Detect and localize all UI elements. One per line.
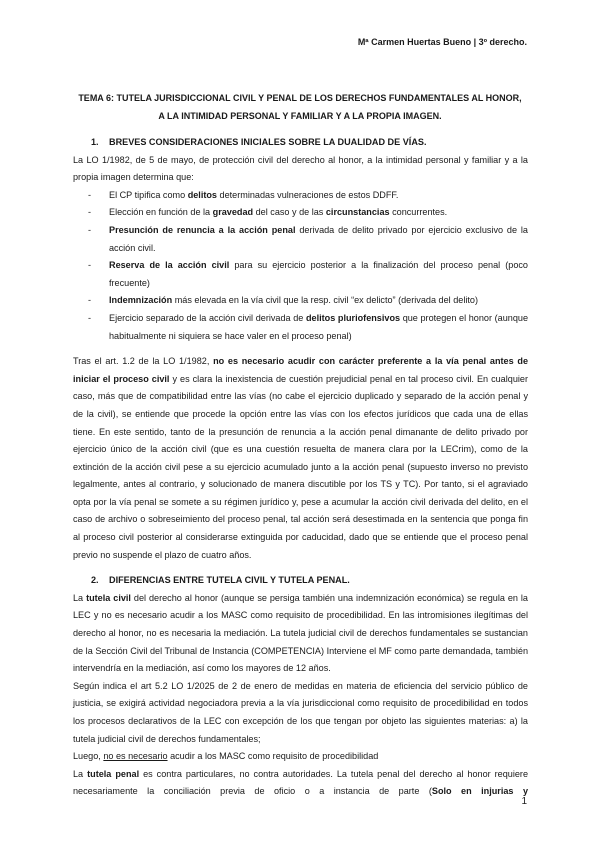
section-heading-text: BREVES CONSIDERACIONES INICIALES SOBRE LA DUALIDAD DE VÍAS.	[109, 137, 427, 147]
title-line-1: TEMA 6: TUTELA JURISDICCIONAL CIVIL Y PENAL DE LOS DERECHOS FUNDAMENTALES AL HONOR,	[78, 93, 522, 103]
text-run: que protegen el honor (aunque habitualmente ni siquiera se hace valer en el proceso penal)	[109, 312, 528, 341]
text-run: Ejercicio separado de la acción civil derivada de	[109, 312, 306, 323]
text-run: del derecho al honor (aunque se persiga también una indemnización económica) se regula en la LEC y no es necesario acudir a los MASC como requisito de procedibilidad. En las intromisiones ilegítimas del derecho al honor, no es necesaria la mediación. La tutela judicial civil de derechos fundamentales se sustancian de la Sección Civil del Tribunal de Instancia (COMPETENCIA) Interviene el MF como parte demandada, también intervendría en la mediación, así como los mayores de 12 años.	[73, 592, 528, 674]
text-run: derivada de delito privado por ejercicio exclusivo de la acción civil.	[109, 224, 528, 253]
text-run: Según indica el art 5.2 LO 1/2025 de 2 de enero de medidas en materia de eficiencia del servicio público de justicia, se exigirá actividad negociadora previa a la vía jurisdiccional como requisito de procedibilidad en todos los procesos declarativos de la LEC con excepción de los que tengan por objeto las siguientes materias: a) la tutela judicial civil de derechos fundamentales;	[73, 680, 528, 744]
text-run: La	[73, 768, 88, 779]
text-run: y es clara la inexistencia de cuestión prejudicial penal en tal proceso civil. En cualquier caso, más que de compatibilidad entre las vías (no cabe el ejercicio duplicado y separado de la acción penal y de la civil), se entiende que procede la opción entre las vías con los efectos jurídicos que cada una de ellas tiene. En este sentido, tanto de la presunción de renuncia a la acción penal dimanante de delito privado por ejercicio único de la acción civil (que es una cuestión resuelta de manera clara por la LECrim), como de la extinción de la acción civil pese a su ejercicio acumulado junto a la acción penal (supuesto inverso no previsto legalmente, antes al contrario, y solucionado de manera discutible por los TS y TC). Por tanto, si el agraviado opta por la vía penal se somete a su régimen jurídico y, pese a acumular la acción civil derivada del delito, en el caso de archivo o sobreseimiento del proceso penal, tal acción será desestimada en la sentencia que ponga fin al proceso civil posterior al considerarse extinguida por caducidad, dado que se entiende que el proceso penal previo no suspende el plazo de cuatro años.	[73, 373, 528, 560]
bold-text: Presunción de renuncia a la acción penal	[109, 224, 296, 235]
section-number: 2.	[91, 575, 99, 586]
text-run: determinadas vulneraciones de estos DDFF.	[217, 189, 399, 200]
section-1-bullets	[73, 187, 528, 345]
bold-text: tutela civil	[86, 592, 131, 603]
page-number: 1	[521, 796, 527, 807]
bullet-item: - Presunción de renuncia a la acción penal derivada de delito privado por ejercicio exclusivo de la acción civil.	[88, 224, 528, 253]
bold-text: gravedad	[212, 207, 254, 218]
section-heading-text: DIFERENCIAS ENTRE TUTELA CIVIL Y TUTELA PENAL.	[109, 575, 350, 586]
document-body	[73, 134, 528, 801]
text-run: más elevada en la vía civil que la resp. civil “ex delicto” (derivada del delito)	[172, 295, 478, 306]
text-run: Tras el art. 1.2 de la LO 1/1982,	[73, 356, 214, 367]
section-1-intro	[73, 152, 528, 187]
bold-text: Indemnización	[109, 295, 173, 306]
bullet-item: - Ejercicio separado de la acción civil derivada de delitos pluriofensivos que protegen el honor (aunque habitualmente ni siquiera se hace valer en el proceso penal)	[88, 312, 528, 341]
underlined-text: no es necesario	[103, 751, 168, 762]
section-2-paragraph	[73, 590, 528, 678]
section-heading-2	[73, 572, 528, 590]
section-2-paragraph	[73, 766, 528, 801]
text-run: del caso y de las	[253, 207, 326, 218]
bold-text: circunstancias	[325, 207, 390, 218]
bold-text: no es necesario acudir con carácter preferente a la vía penal antes de iniciar el proceso civil	[73, 356, 528, 384]
section-1-paragraph	[73, 353, 528, 564]
text-run: Elección en función de la	[109, 207, 213, 218]
bullet-item: - Reserva de la acción civil para su ejercicio posterior a la finalización del proceso penal (poco frecuente)	[88, 260, 528, 288]
section-2-paragraph	[73, 748, 528, 766]
text-run: Luego,	[73, 751, 104, 762]
bullet-item: - Indemnización más elevada en la vía civil que la resp. civil “ex delicto” (derivada del delito)	[88, 295, 478, 306]
bold-text: Reserva de la acción civil	[109, 260, 230, 271]
section-number: 1.	[91, 137, 99, 147]
section-heading-1	[73, 134, 528, 152]
text-run: La	[73, 592, 87, 603]
text-run: es contra particulares, no contra autoridades. La tutela penal del derecho al honor requiere necesariamente la conciliación previa de oficio o a instancia de parte (	[73, 768, 528, 797]
bold-text: Solo en injurias y	[431, 786, 528, 797]
bold-text: tutela penal	[87, 768, 140, 779]
text-run: La LO 1/1982, de 5 de mayo, de protección civil del derecho al honor, a la intimidad personal y familiar y a la propia imagen determina que:	[73, 154, 528, 183]
text-run: para su ejercicio posterior a la finalización del proceso penal (poco frecuente)	[109, 260, 528, 288]
bullet-item: - Elección en función de la gravedad del caso y de las circunstancias concurrentes.	[88, 207, 448, 218]
bullet-item: - El CP tipifica como delitos determinadas vulneraciones de estos DDFF.	[88, 189, 399, 200]
section-2-paragraph	[73, 678, 528, 748]
bold-text: delitos	[187, 189, 217, 200]
page-header: Mª Carmen Huertas Bueno | 3º derecho.	[357, 37, 527, 47]
text-run: acudir a los MASC como requisito de procedibilidad	[167, 751, 379, 762]
title-line-2: A LA INTIMIDAD PERSONAL Y FAMILIAR Y A LA PROPIA IMAGEN.	[158, 111, 442, 121]
bold-text: delitos pluriofensivos	[305, 312, 401, 323]
document-title	[60, 89, 540, 125]
text-run: El CP tipifica como	[109, 189, 188, 200]
text-run: concurrentes.	[389, 207, 448, 218]
